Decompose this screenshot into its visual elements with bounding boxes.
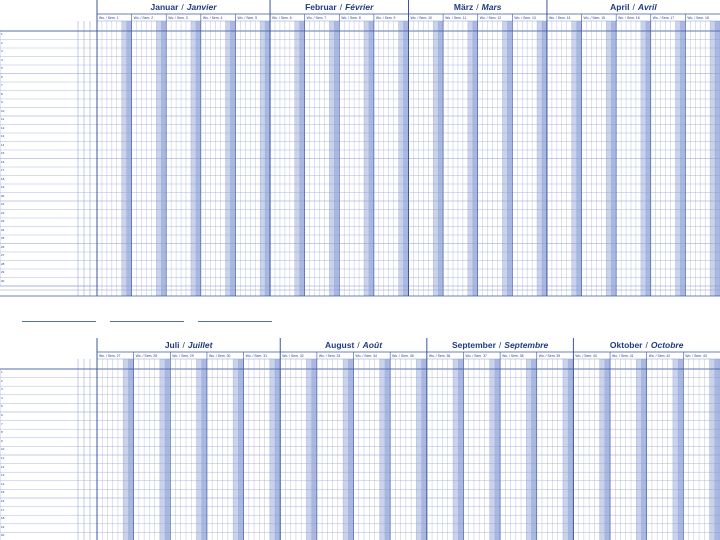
row-number: 1 bbox=[1, 32, 3, 36]
row-number: 8 bbox=[1, 430, 3, 435]
month-name-de: Oktober bbox=[609, 340, 643, 350]
week-label: Wo. / Sem. 15 bbox=[583, 15, 605, 20]
month-title bbox=[97, 340, 280, 350]
week-label: Wo. / Sem. 12 bbox=[479, 15, 502, 20]
row-number: 9 bbox=[1, 438, 3, 443]
month-name-fr: Janvier bbox=[186, 2, 217, 12]
month-name-fr: Mars bbox=[481, 2, 502, 12]
row-number: 4 bbox=[1, 395, 3, 400]
week-label: Wo. / Sem. 30 bbox=[208, 353, 231, 358]
week-label: Wo. / Sem. 36 bbox=[428, 353, 451, 358]
week-label: Wo. / Sem. 31 bbox=[245, 353, 267, 358]
month-name-de: August bbox=[325, 340, 355, 350]
week-label: Wo. / Sem. 1 bbox=[99, 15, 119, 20]
month-separator: / bbox=[181, 2, 184, 12]
week-label: Wo. / Sem. 35 bbox=[392, 353, 414, 358]
row-number: 7 bbox=[1, 83, 3, 87]
row-number: 1 bbox=[1, 370, 3, 374]
row-number: 6 bbox=[1, 413, 3, 417]
row-number: 9 bbox=[1, 100, 3, 104]
week-label: Wo. / Sem. 18 bbox=[687, 15, 709, 20]
row-number: 12 bbox=[1, 464, 5, 469]
row-number: 10 bbox=[1, 447, 5, 452]
week-label: Wo. / Sem. 37 bbox=[465, 353, 487, 358]
month-separator: / bbox=[476, 2, 479, 12]
row-number: 26 bbox=[1, 244, 5, 249]
month-title bbox=[547, 2, 720, 12]
row-number: 12 bbox=[1, 125, 5, 130]
row-number: 2 bbox=[1, 40, 3, 45]
row-number: 19 bbox=[1, 185, 5, 189]
row-number: 16 bbox=[1, 159, 5, 164]
month-name-fr: Septembre bbox=[504, 340, 549, 350]
month-name-de: April bbox=[610, 2, 630, 12]
week-label: Wo. / Sem. 9 bbox=[375, 15, 396, 20]
planner-bottom-half bbox=[0, 338, 720, 540]
row-number: 23 bbox=[1, 219, 5, 223]
month-title bbox=[573, 340, 720, 350]
week-label: Wo. / Sem. 40 bbox=[575, 353, 597, 358]
signature-line bbox=[198, 321, 272, 322]
row-number: 18 bbox=[1, 516, 5, 521]
row-number: 15 bbox=[1, 490, 5, 495]
row-number: 10 bbox=[1, 108, 5, 113]
month-title bbox=[270, 2, 408, 12]
month-separator: / bbox=[498, 340, 502, 350]
week-label: Wo. / Sem. 42 bbox=[648, 353, 671, 358]
signature-line bbox=[110, 321, 184, 322]
row-number: 3 bbox=[1, 387, 3, 392]
row-number: 28 bbox=[1, 261, 5, 266]
week-label: Wo. / Sem. 32 bbox=[282, 353, 304, 358]
month-separator: / bbox=[339, 2, 343, 12]
month-name-fr: Juillet bbox=[187, 340, 213, 350]
week-label: Wo. / Sem. 39 bbox=[538, 353, 561, 358]
row-number: 14 bbox=[1, 142, 5, 147]
row-number: 7 bbox=[1, 421, 3, 426]
week-label: Wo. / Sem. 8 bbox=[341, 15, 361, 20]
month-name-de: September bbox=[451, 340, 496, 350]
month-name-de: Juli bbox=[164, 340, 180, 350]
week-label: Wo. / Sem. 16 bbox=[618, 15, 640, 20]
month-title bbox=[409, 2, 547, 12]
month-title bbox=[427, 340, 574, 350]
row-number: 17 bbox=[1, 168, 5, 172]
week-label: Wo. / Sem. 28 bbox=[135, 353, 158, 358]
week-label: Wo. / Sem. 14 bbox=[548, 15, 571, 20]
planner-grid-bottom bbox=[0, 338, 720, 540]
week-label: Wo. / Sem. 29 bbox=[172, 353, 194, 358]
month-title bbox=[97, 2, 270, 12]
row-number: 14 bbox=[1, 481, 5, 486]
row-number: 19 bbox=[1, 524, 5, 529]
row-number: 13 bbox=[1, 473, 5, 478]
week-label: Wo. / Sem. 6 bbox=[272, 15, 292, 20]
row-number: 6 bbox=[1, 74, 3, 79]
row-number: 18 bbox=[1, 176, 5, 181]
month-name-fr: Octobre bbox=[650, 340, 684, 350]
week-label: Wo. / Sem. 33 bbox=[318, 353, 341, 358]
week-label: Wo. / Sem. 34 bbox=[355, 353, 377, 358]
row-number: 30 bbox=[1, 278, 5, 283]
week-label: Wo. / Sem. 10 bbox=[410, 15, 432, 20]
week-label: Wo. / Sem. 13 bbox=[514, 15, 536, 20]
month-separator: / bbox=[182, 340, 185, 350]
row-number: 5 bbox=[1, 404, 3, 409]
week-label: Wo. / Sem. 43 bbox=[685, 353, 707, 358]
month-name-fr: Août bbox=[362, 340, 383, 350]
row-number: 22 bbox=[1, 210, 5, 215]
week-label: Wo. / Sem. 2 bbox=[133, 15, 154, 20]
row-number: 24 bbox=[1, 227, 5, 232]
month-separator: / bbox=[357, 340, 360, 350]
row-number: 27 bbox=[1, 253, 5, 257]
signature-area bbox=[0, 312, 720, 328]
row-number: 20 bbox=[1, 533, 5, 538]
week-label: Wo. / Sem. 4 bbox=[202, 15, 223, 20]
row-number: 25 bbox=[1, 236, 5, 240]
signature-line bbox=[22, 321, 96, 322]
row-number: 8 bbox=[1, 91, 3, 96]
week-label: Wo. / Sem. 41 bbox=[612, 353, 634, 358]
month-name-de: März bbox=[453, 2, 474, 12]
month-name-de: Januar bbox=[150, 2, 179, 12]
month-title bbox=[280, 340, 427, 350]
row-number: 29 bbox=[1, 270, 5, 274]
row-number: 21 bbox=[1, 202, 5, 206]
row-number: 11 bbox=[1, 456, 5, 460]
month-name-fr: Avril bbox=[637, 2, 657, 12]
week-label: Wo. / Sem. 17 bbox=[652, 15, 675, 20]
row-number: 15 bbox=[1, 151, 5, 155]
row-number: 11 bbox=[1, 117, 5, 121]
row-number: 5 bbox=[1, 66, 3, 70]
week-label: Wo. / Sem. 5 bbox=[237, 15, 257, 20]
month-name-fr: Février bbox=[345, 2, 374, 12]
row-number: 16 bbox=[1, 499, 5, 503]
row-number: 2 bbox=[1, 378, 3, 383]
row-number: 13 bbox=[1, 134, 5, 138]
week-label: Wo. / Sem. 38 bbox=[502, 353, 524, 358]
week-label: Wo. / Sem. 27 bbox=[99, 353, 121, 358]
week-label: Wo. / Sem. 11 bbox=[445, 15, 467, 20]
month-separator: / bbox=[632, 2, 635, 12]
month-name-de: Februar bbox=[305, 2, 337, 12]
row-number: 17 bbox=[1, 507, 5, 512]
week-label: Wo. / Sem. 7 bbox=[306, 15, 327, 20]
row-number: 20 bbox=[1, 193, 5, 198]
week-label: Wo. / Sem. 3 bbox=[168, 15, 188, 20]
row-number: 3 bbox=[1, 49, 3, 53]
month-separator: / bbox=[645, 340, 648, 350]
row-number: 4 bbox=[1, 57, 3, 62]
